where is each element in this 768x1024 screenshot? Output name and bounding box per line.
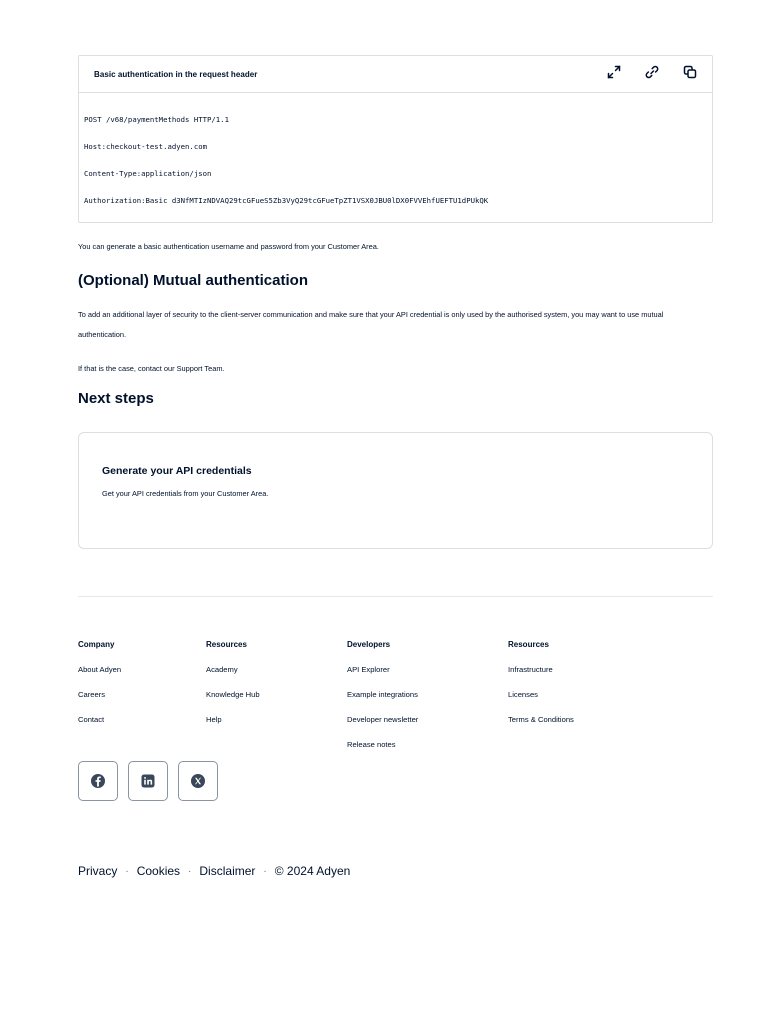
cookies-link[interactable]: Cookies (136, 864, 181, 878)
footer-link-infrastructure[interactable]: Infrastructure (508, 665, 553, 674)
footer-link-api-explorer[interactable]: API Explorer (347, 665, 390, 674)
footer-column-company (78, 638, 121, 726)
footer-column-resources (206, 638, 260, 726)
footer-link-knowledge-hub[interactable]: Knowledge Hub (206, 690, 260, 699)
code-block (78, 55, 713, 223)
footer-column-resources-2 (508, 638, 574, 726)
footer-link-about[interactable]: About Adyen (78, 665, 122, 674)
footer-divider (78, 596, 713, 597)
mutual-auth-heading: (Optional) Mutual authentication (78, 272, 308, 289)
disclaimer-link[interactable]: Disclaimer (199, 864, 256, 878)
social-links (78, 761, 218, 801)
next-step-card[interactable] (78, 432, 713, 549)
footer-link-developer-newsletter[interactable]: Developer newsletter (347, 715, 419, 724)
contact-support-text: If that is the case, contact our Support Team. (78, 364, 225, 373)
footer-column-heading: Company (78, 640, 115, 649)
code-block-title: Basic authentication in the request header (94, 69, 258, 79)
footer-column-developers (347, 638, 418, 751)
facebook-button[interactable] (78, 761, 118, 801)
x-twitter-button[interactable] (178, 761, 218, 801)
footer-link-release-notes[interactable]: Release notes (347, 740, 396, 749)
footer-column-heading: Resources (206, 640, 247, 649)
code-block-body (79, 93, 712, 217)
next-step-card-description: Get your API credentials from your Customer Area. (102, 489, 269, 498)
x-twitter-icon (190, 773, 206, 789)
code-line: Host:checkout-test.adyen.com (84, 142, 208, 151)
next-step-card-title: Generate your API credentials (102, 465, 252, 477)
link-icon[interactable] (644, 64, 660, 80)
intro-text: You can generate a basic authentication username and password from your Customer Area. (78, 242, 379, 251)
footer-link-licenses[interactable]: Licenses (508, 690, 538, 699)
footer-column-heading: Resources (508, 640, 549, 649)
legal-separator: · (188, 865, 192, 877)
footer-link-help[interactable]: Help (206, 715, 222, 724)
next-steps-heading: Next steps (78, 390, 154, 407)
legal-separator: · (263, 865, 267, 877)
code-line: Content-Type:application/json (84, 169, 212, 178)
footer-column-heading: Developers (347, 640, 391, 649)
footer-link-terms[interactable]: Terms & Conditions (508, 715, 574, 724)
footer-link-contact[interactable]: Contact (78, 715, 105, 724)
copy-icon[interactable] (682, 64, 698, 80)
code-block-actions (606, 64, 698, 80)
mutual-auth-paragraph: To add an additional layer of security to the client-server communication and make sure that your API credential is only used by the authorised system, you may want to use mutual authentication. (78, 310, 664, 339)
expand-icon[interactable] (606, 64, 622, 80)
facebook-icon (90, 773, 106, 789)
legal-separator: · (125, 865, 129, 877)
linkedin-icon (140, 773, 156, 789)
code-line: POST /v68/paymentMethods HTTP/1.1 (84, 115, 229, 124)
code-block-header (79, 56, 712, 93)
code-line: Authorization:Basic d3NfMTIzNDVAQ29tcGFueS5Zb3VyQ29tcGFueTpZT1VSX0JBU0lDX0FVVEhfUEFTU1dPUkQK (84, 196, 489, 205)
privacy-link[interactable]: Privacy (78, 864, 118, 878)
legal-links (78, 864, 350, 878)
footer-link-academy[interactable]: Academy (206, 665, 238, 674)
footer-link-example-integrations[interactable]: Example integrations (347, 690, 418, 699)
footer-link-careers[interactable]: Careers (78, 690, 106, 699)
copyright-text: © 2024 Adyen (274, 864, 351, 878)
linkedin-button[interactable] (128, 761, 168, 801)
